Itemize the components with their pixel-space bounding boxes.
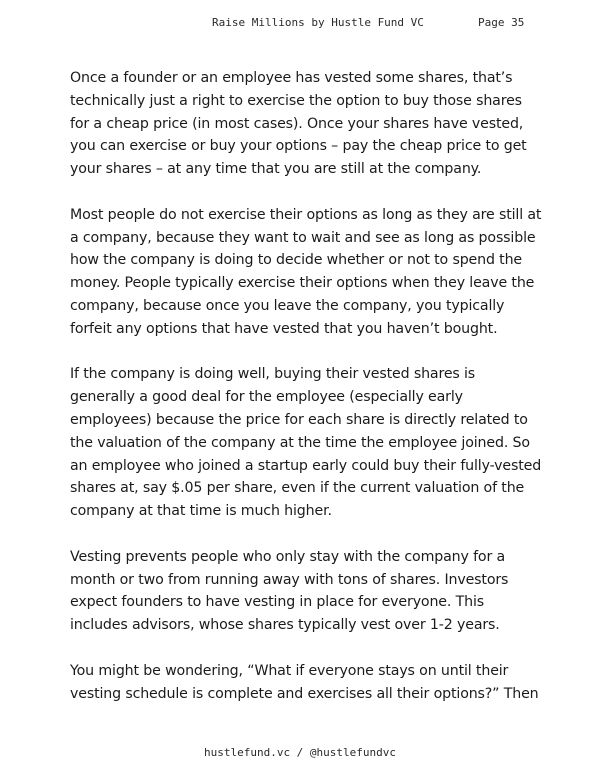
- footer-link-text: hustlefund.vc / @hustlefundvc: [203, 746, 397, 759]
- body-text: [70, 67, 542, 728]
- page-number: Page 35: [478, 16, 525, 29]
- paragraph-vested-shares: Once a founder or an employee has vested some shares, that’s technically just a right to exercise the option to buy those shares for a cheap price (in most cases). Once your shares have vested, you can exercise or buy your options – pay the cheap price to get your shares – at any time that you are still at the company.: [70, 70, 527, 178]
- document-title: Raise Millions by Hustle Fund VC: [212, 16, 424, 29]
- paragraph-exercise-options: Most people do not exercise their options as long as they are still at a company, because they want to wait and see as long as possible how the company is doing to decide whether or not to spend the money. People typically exercise their options when they leave the company, because once you leave the company, you typically forfeit any options that have vested that you haven’t bought.: [70, 206, 542, 337]
- page-header: [0, 16, 600, 36]
- paragraph-vesting-prevents: Vesting prevents people who only stay with the company for a month or two from running away with tons of shares. Investors expect founders to have vesting in place for everyone. This includes advisors, whose shares typically vest over 1-2 years.: [70, 548, 509, 634]
- paragraph-wondering: You might be wondering, “What if everyone stays on until their vesting schedule is complete and exercises all their options?” Then: [70, 662, 539, 702]
- paragraph-good-deal: If the company is doing well, buying their vested shares is generally a good deal for the employee (especially early employees) because the price for each share is directly related to the valuation of the company at the time the employee joined. So an employee who joined a startup early could buy their fully-vested shares at, say $.05 per share, even if the current valuation of the company at that time is much higher.: [70, 366, 542, 520]
- page-footer: [0, 746, 600, 759]
